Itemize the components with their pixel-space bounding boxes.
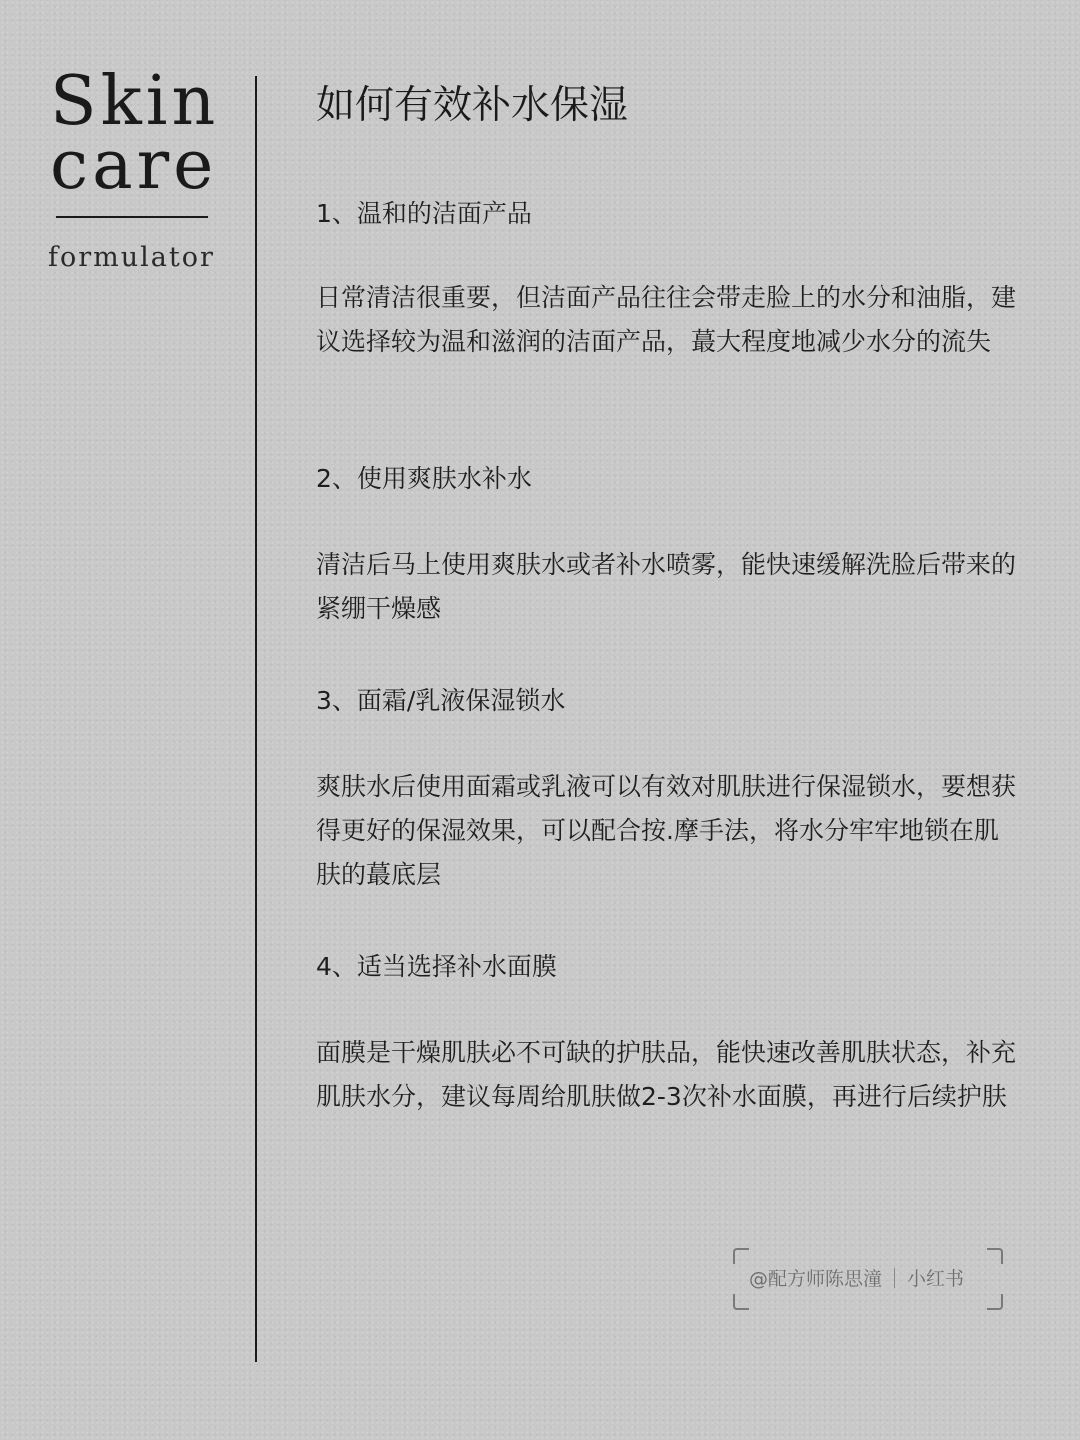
brand-word-care: care	[50, 126, 218, 205]
section-body: 日常清洁很重要，但洁面产品往往会带走脸上的水分和油脂，建议选择较为温和滋润的洁面产品，蕞大程度地减少水分的流失	[316, 283, 1017, 356]
watermark-separator	[894, 1268, 895, 1288]
article	[316, 78, 1017, 1111]
section-body: 爽肤水后使用面霜或乳液可以有效对肌肤进行保湿锁水，要想获得更好的保湿效果，可以配合按.摩手法，将水分牢牢地锁在肌肤的蕞底层	[316, 772, 1017, 889]
section-heading: 4、适当选择补水面膜	[316, 952, 557, 981]
section-1	[316, 196, 1016, 364]
section-body: 面膜是干燥肌肤必不可缺的护肤品，能快速改善肌肤状态，补充肌肤水分，建议每周给肌肤做2-3次补水面膜，再进行后续护肤	[316, 1038, 1017, 1111]
section-2	[316, 461, 1016, 631]
section-3	[316, 683, 1016, 897]
section-heading: 2、使用爽肤水补水	[316, 464, 532, 493]
bracket-corner-icon	[733, 1294, 749, 1310]
watermark-text	[749, 1266, 964, 1292]
watermark-author: @配方师陈思潼	[749, 1268, 883, 1290]
section-4	[316, 949, 1016, 1119]
section-heading: 3、面霜/乳液保湿锁水	[316, 686, 566, 715]
brand-divider	[56, 216, 208, 218]
vertical-divider	[255, 76, 257, 1362]
bracket-corner-icon	[733, 1248, 749, 1264]
page-title: 如何有效补水保湿	[316, 83, 629, 128]
bracket-corner-icon	[987, 1248, 1003, 1264]
watermark-platform: 小红书	[907, 1268, 965, 1290]
section-body: 清洁后马上使用爽肤水或者补水喷雾，能快速缓解洗脸后带来的紧绷干燥感	[316, 550, 1017, 623]
brand-word-skin: Skin	[50, 62, 220, 141]
watermark	[733, 1248, 1003, 1310]
bracket-corner-icon	[987, 1294, 1003, 1310]
brand-subtitle: formulator	[48, 242, 215, 273]
brand-logo	[40, 62, 220, 273]
section-heading: 1、温和的洁面产品	[316, 199, 532, 228]
